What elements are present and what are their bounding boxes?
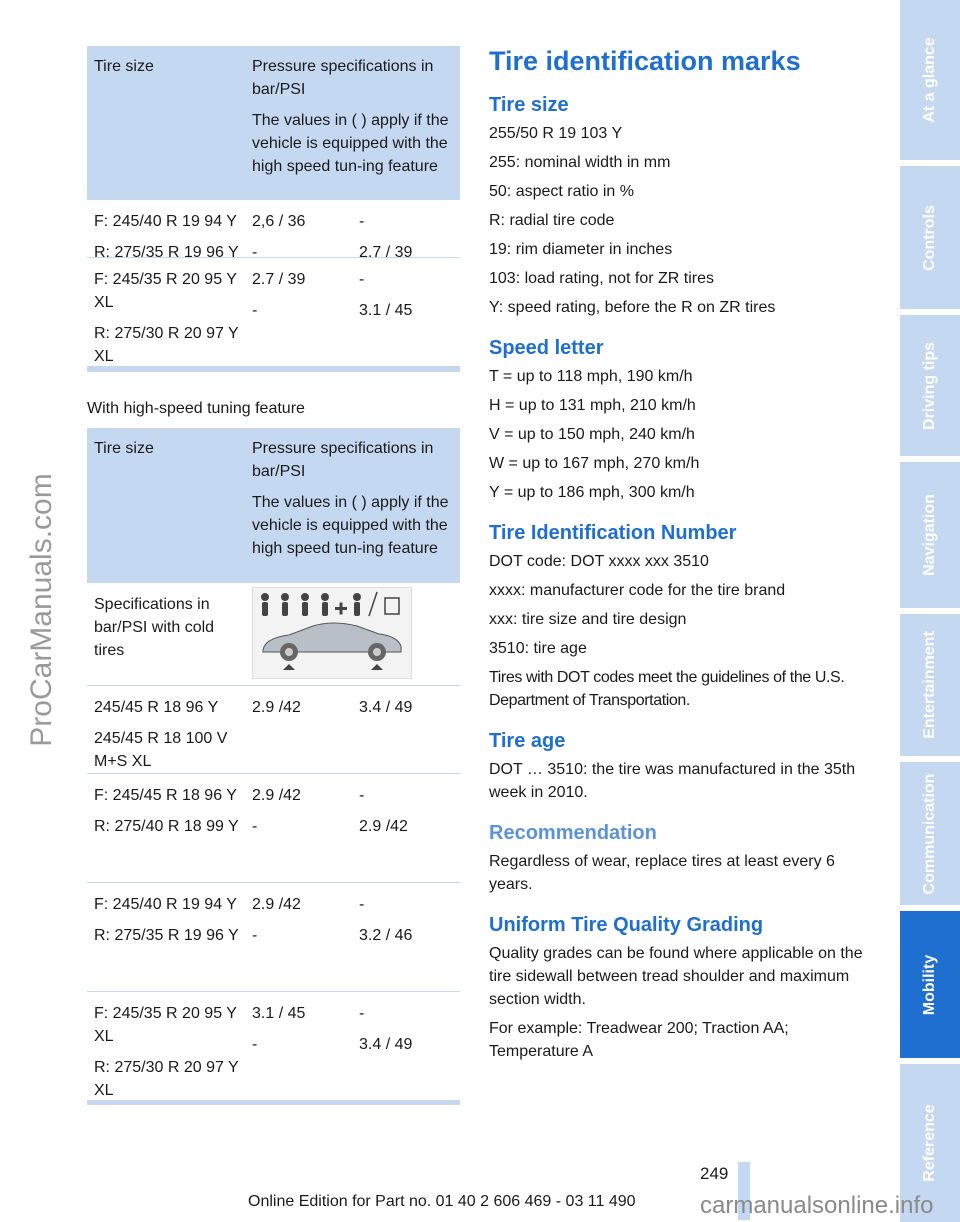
tab-navigation[interactable]: Navigation <box>900 462 960 608</box>
table-row: F: 245/40 R 19 94 Y R: 275/35 R 19 96 Y 2,6 / 36 - - 2.7 / 39 <box>87 200 460 258</box>
tire-age-heading: Tire age <box>489 730 566 752</box>
tab-entertainment[interactable]: Entertainment <box>900 614 960 756</box>
tab-mobility[interactable]: Mobility <box>900 911 960 1058</box>
tab-driving-tips[interactable]: Driving tips <box>900 315 960 456</box>
footer-watermark: carmanualsonline.info <box>700 1192 934 1219</box>
header-tire-size: Tire size <box>94 440 154 457</box>
tire-pressure-table <box>87 46 460 372</box>
table-row: F: 245/35 R 20 95 Y XL R: 275/30 R 20 97 Y XL 2.7 / 39 - - 3.1 / 45 <box>87 258 460 367</box>
table-row: F: 245/45 R 18 96 Y R: 275/40 R 18 99 Y 2.9 /42 - - 2.9 /42 <box>87 774 460 883</box>
tire-size-heading: Tire size <box>489 94 569 116</box>
header-pressure: Pressure specifications in bar/PSI The values in ( ) apply if the vehicle is equipped with the high speed tun-ing feature <box>252 440 449 557</box>
table-row: F: 245/40 R 19 94 Y R: 275/35 R 19 96 Y 2.9 /42 - - 3.2 / 46 <box>87 883 460 992</box>
speed-letter-heading: Speed letter <box>489 337 604 359</box>
tire-identification-section: Tire identification marks Tire size 255/50 R 19 103 Y 255: nominal width in mm 50: aspect ratio in % R: radial tire code 19: rim diameter in inches 103: load rating, not for ZR tires Y: speed rating, before the R on ZR tires Speed letter T = up to 118 mph, 190 km/h H = up to 131 mph, 210 km/h V = up to 150 mph, 240 km/h W = up to 167 mph, 270 km/h Y = up to 186 mph, 300 km/h Tire Identification Number DOT code: DOT xxxx xxx 3510 xxxx: manufacturer code for the tire brand xxx: tire size and tire design 3510: tire age Tires with DOT codes meet the guidelines of the U.S. Department of Transportation. Tire age DOT … 3510: the tire was manufactured in the 35th week in 2010. Recommendation Regardless of wear, replace tires at least every 6 years. Uniform Tire Quality Grading Quality grades can be found where applicable on the tire sidewall between tread shoulder and maximum section width. For example: Treadwear 200; Traction AA; Temperature A <box>489 46 863 1060</box>
table-caption: With high-speed tuning feature <box>87 400 305 417</box>
chapter-tabs <box>900 0 960 1222</box>
utqg-heading: Uniform Tire Quality Grading <box>489 914 764 936</box>
spec-row <box>87 583 460 686</box>
tab-communication[interactable]: Communication <box>900 762 960 905</box>
table-header <box>87 46 460 200</box>
table-header <box>87 428 460 583</box>
tin-heading: Tire Identification Number <box>489 522 737 544</box>
procarmanuals-watermark <box>22 420 62 800</box>
header-pressure: Pressure specifications in bar/PSI The values in ( ) apply if the vehicle is equipped with the high speed tun-ing feature <box>252 58 449 175</box>
high-speed-pressure-table <box>87 428 460 1105</box>
tab-controls[interactable]: Controls <box>900 166 960 309</box>
table-row: F: 245/35 R 20 95 Y XL R: 275/30 R 20 97 Y XL 3.1 / 45 - - 3.4 / 49 <box>94 1005 413 1099</box>
spec-label: Specifications in bar/PSI with cold tires <box>94 596 215 659</box>
page-number: 249 <box>700 1164 729 1183</box>
tab-reference[interactable]: Reference <box>900 1064 960 1222</box>
header-tire-size: Tire size <box>94 58 154 75</box>
load-diagram-icon <box>252 587 412 679</box>
footer-text: Online Edition for Part no. 01 40 2 606 469 - 03 11 490 <box>248 1193 636 1210</box>
tab-at-a-glance[interactable]: At a glance <box>900 0 960 160</box>
section-title: Tire identification marks <box>489 46 801 76</box>
table-row: 245/45 R 18 96 Y 245/45 R 18 100 V M+S XL 2.9 /42 3.4 / 49 <box>87 686 460 774</box>
watermark-text: ProCarManuals.com <box>25 473 58 747</box>
recommendation-heading: Recommendation <box>489 822 657 844</box>
